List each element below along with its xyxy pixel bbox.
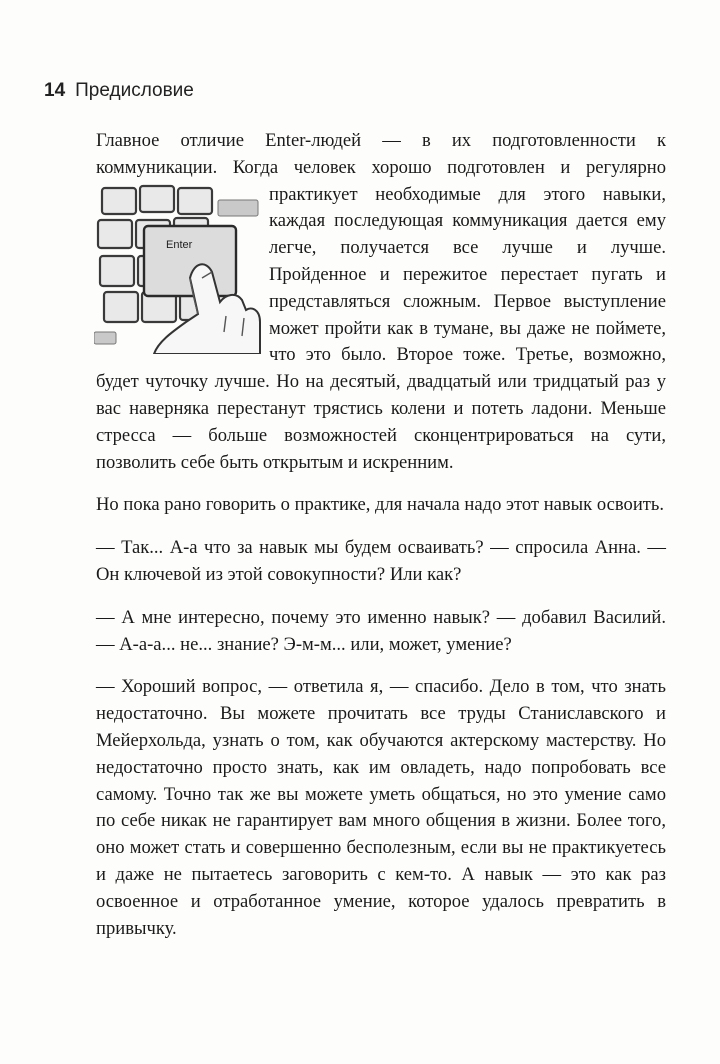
paragraph-1-lead: Главное отличие Enter-людей — в их подготовленности к коммуникации. Когда человек хорошо подготовлен и регулярно	[96, 130, 666, 178]
paragraph-2: Но пока рано говорить о практике, для начала надо этот навык освоить.	[96, 494, 665, 516]
enter-key-label: Enter	[166, 238, 193, 251]
keyboard-finger-icon	[94, 182, 269, 354]
page-number: 14	[44, 80, 66, 101]
paragraph-1	[96, 128, 666, 476]
page-body	[96, 128, 666, 958]
paragraph-3: — Так... А-а что за навык мы будем осваивать? — спросила Анна. — Он ключевой из этой совокупности? Или как?	[96, 537, 666, 585]
paragraph-4: — А мне интересно, почему это именно навык? — добавил Василий. — А-а-а... не... знание? Э-м-м... или, может, умение?	[96, 606, 666, 655]
section-title: Предисловие	[75, 80, 194, 101]
paragraph-1-continuation: практикует необходимые для этого навыки, каждая последующая коммуникация дается ему легче, получается все лучше и лучше. Пройденное и пережитое перестает пугать и представляться сложным. Первое выступление может пройти как в тумане, вы даже не поймете, что это было. Второе тоже. Третье, возможно, будет чуточку лучше. Но на десятый, двадцатый или тридцатый раз у вас наверняка перестанут трястись колени и потеть ладони. Меньше стресса — больше возможностей сконцентрироваться на сути, позволить себе быть открытым и искренним.	[96, 183, 666, 473]
running-header	[44, 80, 194, 102]
paragraph-5: — Хороший вопрос, — ответила я, — спасибо. Дело в том, что знать недостаточно. Вы можете прочитать все труды Станиславского и Мейерхольда, узнать о том, как обучаются актерскому мастерству. Но недостаточно просто знать, как им овладеть, надо попробовать все самому. Точно так же вы можете уметь общаться, но это умение само по себе никак не гарантирует вам много общения в жизни. Более того, оно может стать и совершенно бесполезным, если вы не практикуетесь и даже не пытаетесь заговорить с кем-то. А навык — это как раз освоенное и отработанное умение, которое удалось превратить в привычку.	[96, 676, 666, 939]
